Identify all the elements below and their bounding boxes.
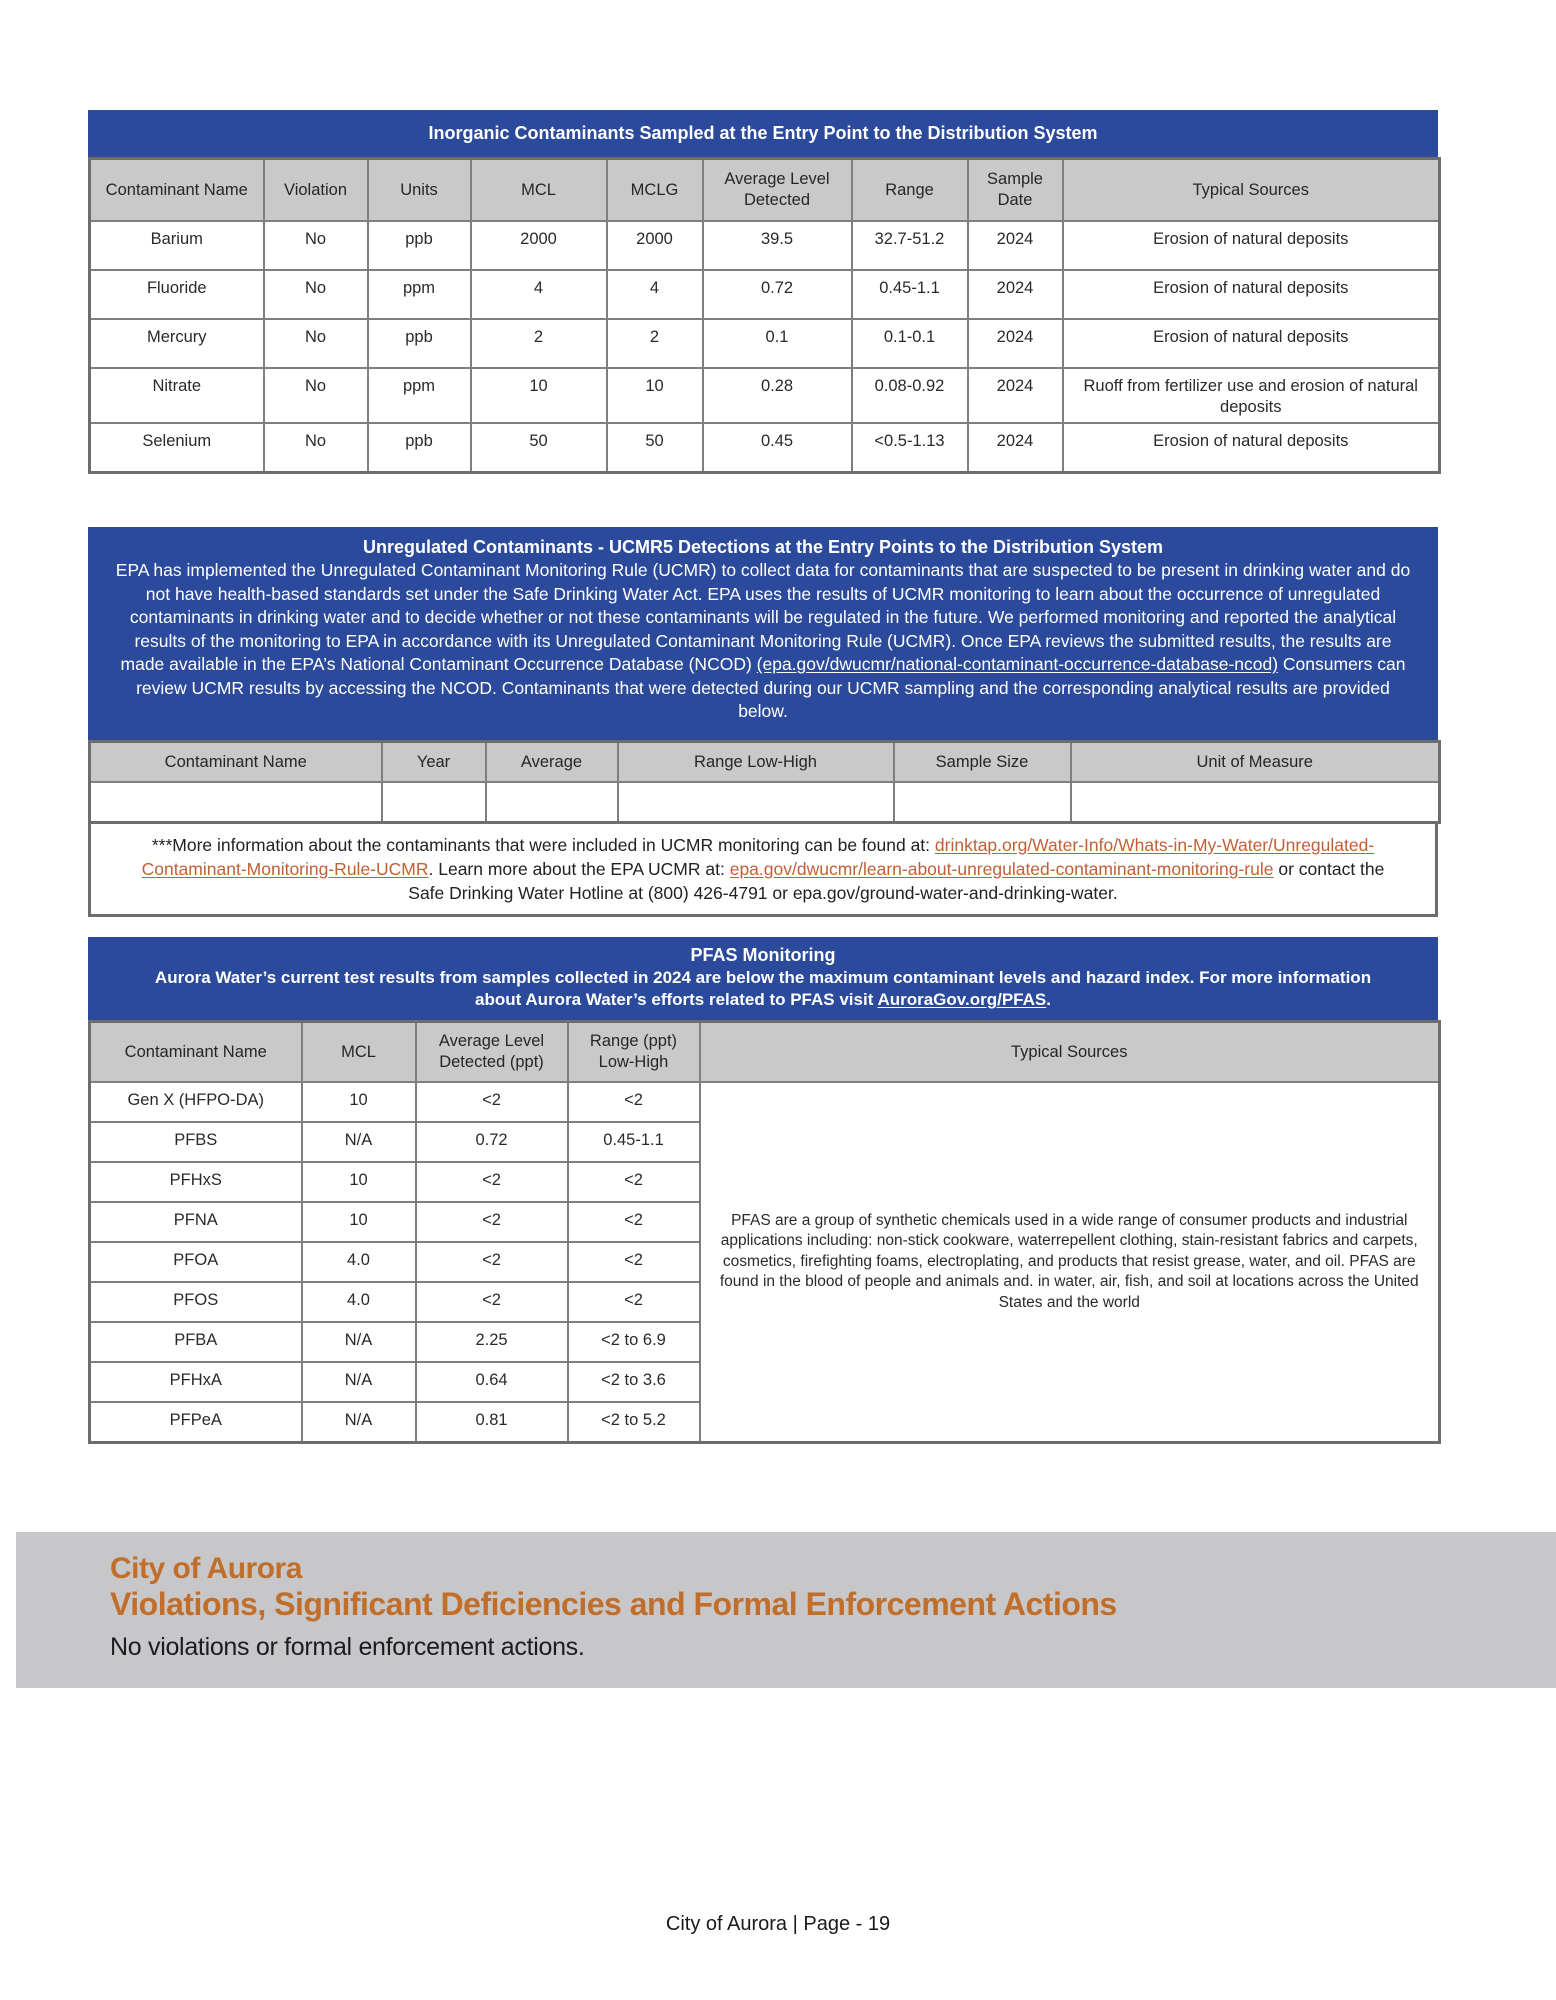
table-cell: 0.72	[416, 1122, 568, 1162]
inline-link[interactable]: (epa.gov/dwucmr/national-contaminant-occurrence-database-ncod)	[756, 654, 1279, 674]
table-cell	[894, 782, 1071, 822]
table-cell: N/A	[302, 1362, 416, 1402]
table-cell: <2	[568, 1202, 700, 1242]
table-row	[90, 1082, 1440, 1122]
table-cell: 2000	[607, 221, 703, 270]
table-cell: 32.7-51.2	[852, 221, 968, 270]
table-cell: 0.45	[703, 423, 852, 472]
table-cell: No	[264, 221, 368, 270]
table-cell: 0.08-0.92	[852, 368, 968, 423]
table-row	[90, 319, 1440, 368]
table-cell: 39.5	[703, 221, 852, 270]
violations-body-text: No violations or formal enforcement actions.	[110, 1633, 585, 1662]
table-cell: 50	[471, 423, 607, 472]
table-cell: Contaminant Name	[90, 1022, 302, 1083]
table-row	[90, 423, 1440, 472]
violations-heading-city: City of Aurora	[110, 1552, 302, 1585]
table-cell: Average Level Detected	[703, 159, 852, 222]
table-cell: <2	[568, 1082, 700, 1122]
table-cell: ppm	[368, 368, 471, 423]
table-cell: ppb	[368, 423, 471, 472]
table-cell: PFHxS	[90, 1162, 302, 1202]
table-cell: <2	[416, 1242, 568, 1282]
table-cell: 2024	[968, 270, 1063, 319]
table-cell: Violation	[264, 159, 368, 222]
table-cell: 4	[607, 270, 703, 319]
table-cell: 10	[607, 368, 703, 423]
text-segment: . Learn more about the EPA UCMR at:	[428, 858, 730, 879]
ucmr-table-header	[90, 742, 1440, 783]
table-row	[90, 1022, 1440, 1083]
table-cell: Selenium	[90, 423, 264, 472]
table-cell: 10	[302, 1162, 416, 1202]
table-cell: 4.0	[302, 1242, 416, 1282]
table-cell: Erosion of natural deposits	[1063, 270, 1440, 319]
table-cell: Contaminant Name	[90, 742, 382, 783]
table-cell: 0.1	[703, 319, 852, 368]
violations-heading-title: Violations, Significant Deficiencies and Formal Enforcement Actions	[110, 1585, 1117, 1622]
table-cell: Gen X (HFPO-DA)	[90, 1082, 302, 1122]
inorganic-table-title: Inorganic Contaminants Sampled at the Entry Point to the Distribution System	[88, 110, 1438, 157]
table-cell: N/A	[302, 1122, 416, 1162]
inline-link[interactable]: epa.gov/dwucmr/learn-about-unregulated-contaminant-monitoring-rule	[729, 858, 1274, 879]
table-cell: No	[264, 319, 368, 368]
table-cell	[486, 782, 618, 822]
table-cell: 0.45-1.1	[568, 1122, 700, 1162]
table-row	[90, 159, 1440, 222]
ucmr-title: Unregulated Contaminants - UCMR5 Detections at the Entry Points to the Distribution System	[362, 537, 1164, 557]
table-cell: PFBA	[90, 1322, 302, 1362]
table-cell: 0.28	[703, 368, 852, 423]
table-cell: 2024	[968, 423, 1063, 472]
pfas-header-block	[88, 937, 1438, 1020]
table-cell: No	[264, 270, 368, 319]
table-cell: PFOS	[90, 1282, 302, 1322]
text-segment: ***More information about the contaminants that were included in UCMR monitoring can be found at:	[151, 834, 935, 855]
inorganic-table-body	[90, 221, 1440, 472]
ucmr-footnote	[88, 824, 1438, 917]
table-cell: <0.5-1.13	[852, 423, 968, 472]
text-segment: or contact the Safe Drinking Water Hotline at (800) 426-4791 or epa.gov/ground-water-and-drinking-water.	[408, 858, 1385, 903]
table-cell: Erosion of natural deposits	[1063, 319, 1440, 368]
ucmr-table-body	[90, 782, 1440, 822]
pfas-title: PFAS Monitoring	[690, 945, 836, 965]
table-cell: Sample Size	[894, 742, 1071, 783]
pfas-table-header	[90, 1022, 1440, 1083]
pfas-subtitle	[112, 967, 1414, 1011]
table-cell: 50	[607, 423, 703, 472]
table-cell: 2	[471, 319, 607, 368]
table-cell: 0.1-0.1	[852, 319, 968, 368]
table-cell: 2.25	[416, 1322, 568, 1362]
table-cell: 2024	[968, 368, 1063, 423]
table-cell: PFBS	[90, 1122, 302, 1162]
table-cell: MCL	[302, 1022, 416, 1083]
typical-sources-merged-cell: PFAS are a group of synthetic chemicals used in a wide range of consumer products and industrial applications including: non-stick cookware, waterrepellent clothing, stain-resistant fabrics and carpets, cosmetics, firefighting foams, electroplating, and products that resist grease, water, and oil. PFAS are found in the blood of people and animals and. in water, air, fish, and soil at locations across the United States and the world	[700, 1082, 1440, 1442]
table-cell: PFHxA	[90, 1362, 302, 1402]
table-cell	[1071, 782, 1440, 822]
table-cell: 2	[607, 319, 703, 368]
table-cell: 4.0	[302, 1282, 416, 1322]
table-cell: 0.72	[703, 270, 852, 319]
table-cell: Year	[382, 742, 486, 783]
table-cell: Sample Date	[968, 159, 1063, 222]
text-segment: Aurora Water’s current test results from samples collected in 2024 are below the maximum contaminant levels and hazard index. For more information about Aurora Water’s efforts related to PFAS visit	[154, 968, 1372, 1009]
table-cell: MCLG	[607, 159, 703, 222]
table-cell: Ruoff from fertilizer use and erosion of natural deposits	[1063, 368, 1440, 423]
table-cell: 0.45-1.1	[852, 270, 968, 319]
table-cell: Fluoride	[90, 270, 264, 319]
table-cell: 4	[471, 270, 607, 319]
table-cell: PFNA	[90, 1202, 302, 1242]
text-segment: EPA has implemented the Unregulated Contaminant Monitoring Rule (UCMR) to collect data for contaminants that are suspected to be present in drinking water and do not have health-based standards set under the Safe Drinking Water Act. EPA uses the results of UCMR monitoring to learn about the occurrence of unregulated contaminants in drinking water and to decide whether or not these contaminants will be regulated in the future. We performed monitoring and reported the analytical results of the monitoring to EPA in accordance with its Unregulated Contaminant Monitoring Rule (UCMR). Once EPA reviews the submitted results, the results are made available in the EPA’s National Contaminant Occurrence Database (NCOD)	[115, 560, 1411, 674]
table-cell: Mercury	[90, 319, 264, 368]
table-cell: ppb	[368, 221, 471, 270]
table-cell: <2	[416, 1162, 568, 1202]
table-cell: <2 to 5.2	[568, 1402, 700, 1442]
table-cell: Erosion of natural deposits	[1063, 221, 1440, 270]
table-cell: <2	[568, 1162, 700, 1202]
pfas-table-body	[90, 1082, 1440, 1442]
table-cell: Range (ppt) Low-High	[568, 1022, 700, 1083]
table-cell: <2	[416, 1202, 568, 1242]
table-cell: N/A	[302, 1402, 416, 1442]
table-row	[90, 270, 1440, 319]
table-row	[90, 368, 1440, 423]
table-cell: <2	[416, 1082, 568, 1122]
table-cell: Units	[368, 159, 471, 222]
table-cell	[90, 782, 382, 822]
table-cell: 10	[471, 368, 607, 423]
table-cell: ppb	[368, 319, 471, 368]
table-cell: 2024	[968, 319, 1063, 368]
table-cell: Contaminant Name	[90, 159, 264, 222]
table-cell: <2 to 6.9	[568, 1322, 700, 1362]
table-cell: <2	[416, 1282, 568, 1322]
table-cell: No	[264, 368, 368, 423]
table-row	[90, 782, 1440, 822]
table-cell	[618, 782, 894, 822]
ucmr-intro-block	[88, 527, 1438, 740]
table-cell: Typical Sources	[1063, 159, 1440, 222]
inorganic-table-header	[90, 159, 1440, 222]
inorganic-contaminants-section	[88, 110, 1438, 474]
ucmr-section	[88, 527, 1438, 917]
table-cell: <2 to 3.6	[568, 1362, 700, 1402]
inorganic-contaminants-table	[88, 157, 1441, 474]
ucmr-intro-text	[112, 559, 1414, 724]
table-row	[90, 742, 1440, 783]
table-cell: 10	[302, 1082, 416, 1122]
table-cell: Range	[852, 159, 968, 222]
table-cell: N/A	[302, 1322, 416, 1362]
inline-link[interactable]: AuroraGov.org/PFAS	[877, 990, 1047, 1009]
table-cell: MCL	[471, 159, 607, 222]
page-footer: City of Aurora | Page - 19	[665, 1913, 891, 1935]
table-cell: PFPeA	[90, 1402, 302, 1442]
table-cell: Range Low-High	[618, 742, 894, 783]
table-cell: 2024	[968, 221, 1063, 270]
table-cell: Erosion of natural deposits	[1063, 423, 1440, 472]
text-segment: Consumers can review UCMR results by accessing the NCOD. Contaminants that were detected during our UCMR sampling and the corresponding analytical results are provided below.	[136, 654, 1406, 721]
table-cell: 0.64	[416, 1362, 568, 1402]
ucmr-table	[88, 740, 1441, 824]
table-cell	[382, 782, 486, 822]
table-cell: Barium	[90, 221, 264, 270]
table-cell: Typical Sources	[700, 1022, 1440, 1083]
pfas-section	[88, 937, 1438, 1444]
table-cell: Average	[486, 742, 618, 783]
table-row	[90, 221, 1440, 270]
violations-section	[16, 1532, 1556, 1688]
table-cell: Unit of Measure	[1071, 742, 1440, 783]
table-cell: PFOA	[90, 1242, 302, 1282]
table-cell: No	[264, 423, 368, 472]
table-cell: <2	[568, 1242, 700, 1282]
table-cell: Nitrate	[90, 368, 264, 423]
pfas-table	[88, 1020, 1441, 1444]
inline-link[interactable]: drinktap.org/Water-Info/Whats-in-My-Water/Unregulated-Contaminant-Monitoring-Rule-UCMR	[141, 834, 1375, 879]
text-segment: .	[1046, 990, 1051, 1009]
table-cell: 10	[302, 1202, 416, 1242]
table-cell: <2	[568, 1282, 700, 1322]
table-cell: Average Level Detected (ppt)	[416, 1022, 568, 1083]
table-cell: 0.81	[416, 1402, 568, 1442]
table-cell: 2000	[471, 221, 607, 270]
table-cell: ppm	[368, 270, 471, 319]
